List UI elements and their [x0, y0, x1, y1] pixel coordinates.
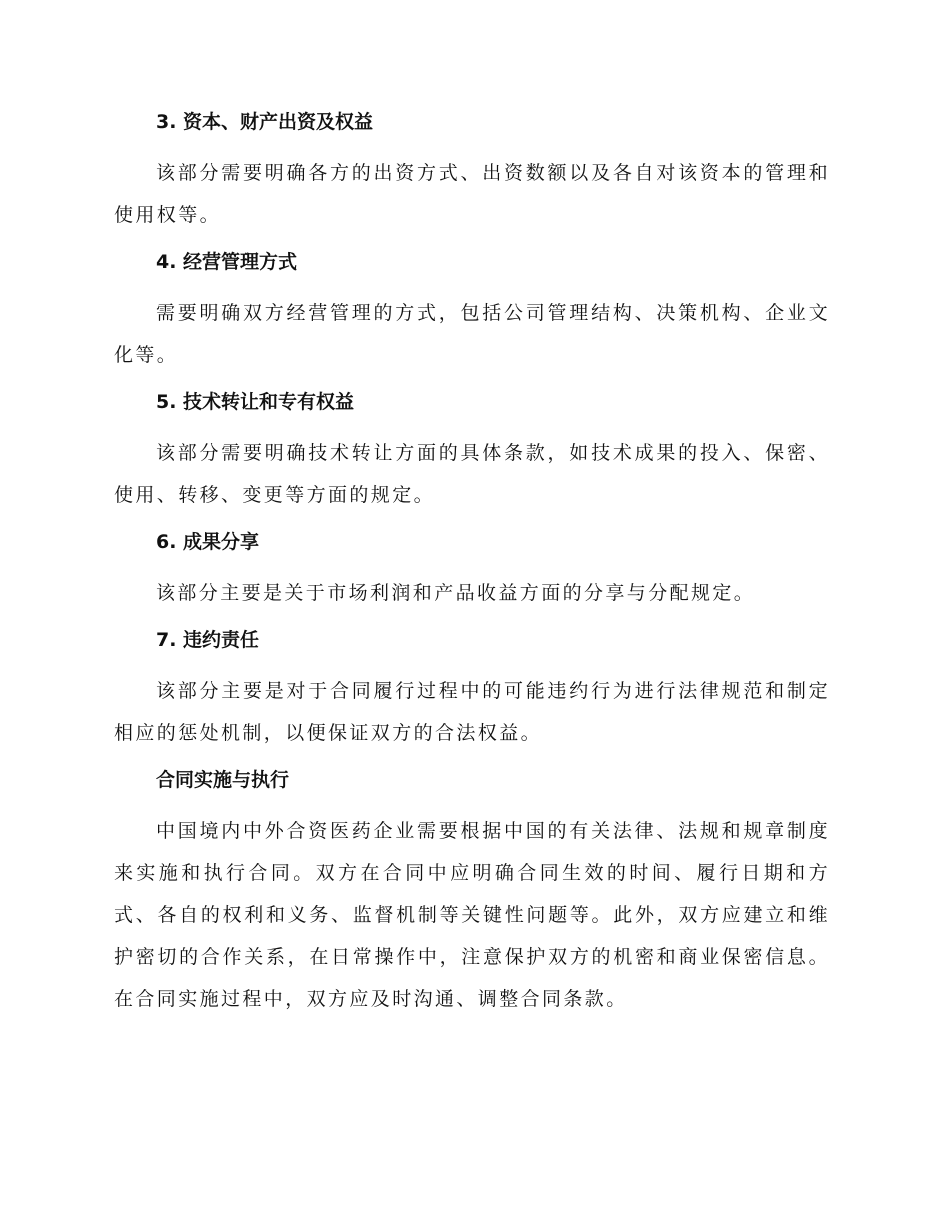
section-management — [114, 248, 830, 376]
section-paragraph: 该部分需要明确技术转让方面的具体条款，如技术成果的投入、保密、使用、转移、变更等方面的规定。 — [114, 442, 830, 506]
section-implementation — [114, 766, 830, 1020]
section-heading: 合同实施与执行 — [156, 769, 290, 791]
section-heading: 6. 成果分享 — [156, 531, 260, 553]
section-paragraph: 中国境内中外合资医药企业需要根据中国的有关法律、法规和规章制度来实施和执行合同。双方在合同中应明确合同生效的时间、履行日期和方式、各自的权利和义务、监督机制等关键性问题等。此外，双方应建立和维护密切的合作关系，在日常操作中，注意保护双方的机密和商业保密信息。在合同实施过程中，双方应及时沟通、调整合同条款。 — [114, 820, 830, 1010]
section-liability — [114, 626, 830, 754]
section-capital — [114, 108, 830, 236]
section-heading: 3. 资本、财产出资及权益 — [156, 111, 374, 133]
section-paragraph: 该部分主要是对于合同履行过程中的可能违约行为进行法律规范和制定相应的惩处机制，以便保证双方的合法权益。 — [114, 680, 830, 744]
section-results — [114, 528, 830, 614]
document-page — [114, 108, 830, 1032]
section-heading: 7. 违约责任 — [156, 629, 260, 651]
section-heading: 4. 经营管理方式 — [156, 251, 298, 273]
section-paragraph: 需要明确双方经营管理的方式，包括公司管理结构、决策机构、企业文化等。 — [114, 302, 830, 366]
section-technology — [114, 388, 830, 516]
section-paragraph: 该部分需要明确各方的出资方式、出资数额以及各自对该资本的管理和使用权等。 — [114, 162, 830, 226]
section-heading: 5. 技术转让和专有权益 — [156, 391, 355, 413]
section-paragraph: 该部分主要是关于市场利润和产品收益方面的分享与分配规定。 — [156, 582, 756, 604]
